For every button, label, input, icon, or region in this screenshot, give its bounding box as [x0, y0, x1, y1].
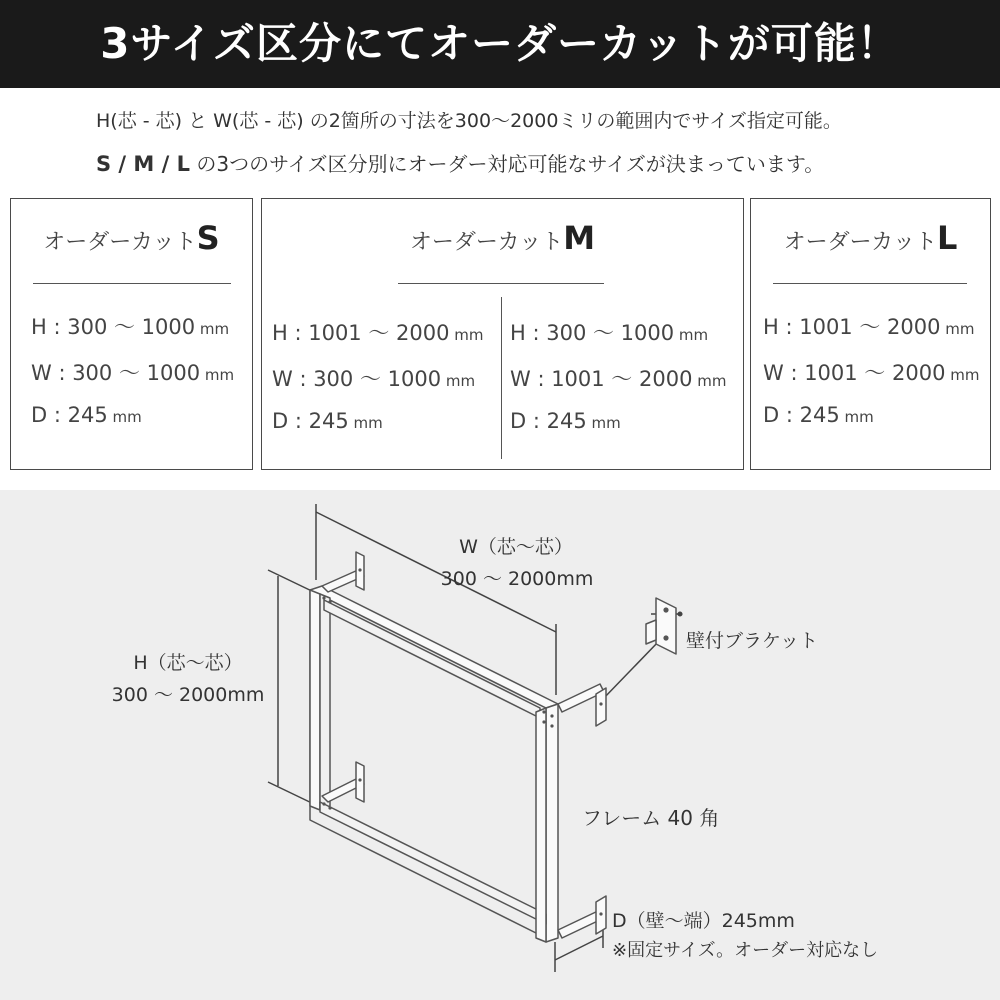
intro-line-2: [96, 148, 824, 177]
size-m-column-divider: [501, 297, 502, 459]
size-m-b-depth: D : 245 mm: [510, 409, 621, 433]
size-l-width: W : 1001 〜 2000 mm: [763, 361, 980, 385]
size-s-width: W : 300 〜 1000 mm: [31, 361, 235, 385]
frame-label: フレーム 40 角: [582, 806, 720, 830]
size-s-divider: [33, 283, 231, 284]
size-s-title-prefix: オーダーカット: [43, 230, 197, 255]
size-m-letter: M: [563, 219, 596, 257]
d-label: D（壁〜端）245mm: [612, 910, 795, 932]
size-l-title-prefix: オーダーカット: [783, 230, 937, 255]
d-note: ※固定サイズ。オーダー対応なし: [612, 940, 879, 961]
w-label: W（芯〜芯）: [459, 536, 573, 558]
size-s-depth: D : 245 mm: [31, 403, 142, 427]
d-dimension-line: [555, 936, 603, 960]
header-banner: [0, 0, 1000, 88]
bracket-plate-bottom-left: [356, 762, 364, 802]
size-m-a-depth: D : 245 mm: [272, 409, 383, 433]
size-box-m: [261, 198, 744, 470]
size-m-a-width: W : 300 〜 1000 mm: [272, 367, 476, 391]
size-m-a-height: H : 1001 〜 2000 mm: [272, 321, 484, 345]
size-box-s: [10, 198, 253, 470]
size-m-b-width: W : 1001 〜 2000 mm: [510, 367, 727, 391]
bracket-callout-dot: [678, 612, 682, 616]
top-rail-inner: [324, 600, 540, 718]
size-l-depth: D : 245 mm: [763, 403, 874, 427]
size-s-title: [11, 219, 252, 257]
size-l-height: H : 1001 〜 2000 mm: [763, 315, 975, 339]
size-l-letter: L: [936, 219, 958, 257]
frame-diagram: [0, 490, 1000, 1000]
right-post-face: [536, 708, 546, 942]
detail-bracket-arm: [646, 620, 656, 644]
w-range: 300 〜 2000mm: [440, 568, 594, 590]
intro-line-1: H(芯 - 芯) と W(芯 - 芯) の2箇所の寸法を300〜2000ミリの範囲内でサイズ指定可能。: [96, 110, 842, 132]
right-post-side: [546, 704, 558, 942]
page-title: 3サイズ区分にてオーダーカットが可能！: [100, 19, 900, 68]
size-l-title: [751, 219, 990, 257]
bracket-plate-top-right: [596, 688, 606, 726]
detail-bracket-plate: [656, 598, 676, 654]
size-m-b-height: H : 300 〜 1000 mm: [510, 321, 709, 345]
size-s-letter: S: [196, 219, 220, 257]
bottom-rail-inner: [320, 802, 546, 924]
bracket-label: 壁付ブラケット: [686, 630, 819, 652]
size-l-divider: [773, 283, 967, 284]
left-post-face: [310, 590, 320, 810]
size-box-l: [750, 198, 991, 470]
size-s-height: H : 300 〜 1000 mm: [31, 315, 230, 339]
size-m-title-prefix: オーダーカット: [409, 230, 564, 255]
bracket-callout-leader: [602, 640, 660, 700]
size-m-divider: [398, 283, 604, 284]
intro-line-2-text: の3つのサイズ区分別にオーダー対応可能なサイズが決まっています。: [190, 152, 825, 176]
size-codes: S / M / L: [96, 152, 190, 176]
size-m-title: [262, 219, 743, 257]
left-post-side: [320, 594, 330, 810]
h-range: 300 〜 2000mm: [111, 684, 265, 706]
h-label: H（芯〜芯）: [133, 652, 243, 674]
top-rail-face: [310, 586, 558, 708]
